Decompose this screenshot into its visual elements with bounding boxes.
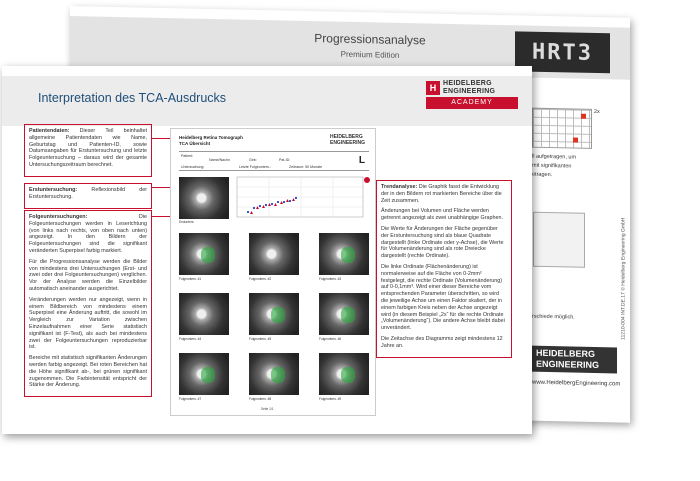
followup-label: Folgeunters. #7 <box>179 397 202 401</box>
followup-fundus-image <box>319 233 369 275</box>
followup-label: Folgeunters. #5 <box>249 337 272 341</box>
scale-factor-badge <box>364 177 370 183</box>
followup-label: Folgeunters. #8 <box>249 397 272 401</box>
academy-badge: ACADEMY <box>426 97 518 109</box>
followup-label: Folgeunters. #4 <box>179 337 202 341</box>
leader-line <box>152 216 170 217</box>
front-page <box>2 66 532 434</box>
info-name: Name/Nachn <box>209 158 230 162</box>
followup-fundus-image <box>319 293 369 335</box>
info-pid: Pat-ID: <box>279 158 291 162</box>
info-last: Letzte Folgeunters.: <box>239 165 271 169</box>
followup-fundus-image <box>249 233 299 275</box>
back-text-line: 2x <box>594 108 600 116</box>
annotation-text: Dieser Teil beinhaltet allgemeine Patientendaten wie Name, Geburtstag und Patienten-ID, sowie Datumsangaben für Erstuntersuchung und letzte Folgeuntersuchung – daraus wird der gesamte Untersuchungszeitraum berechnet. <box>29 128 147 168</box>
change-marking <box>201 367 215 383</box>
followup-label: Folgeunters. #1 <box>179 277 202 281</box>
info-period: Zeitraum: 50 Monate <box>289 165 323 169</box>
report-footer: Seite 1/1 <box>261 407 274 411</box>
heidelberg-mark-icon: H <box>426 81 440 95</box>
annotation-paragraph: Bereiche mit statistisch signifikanten Änderungen werden farbig angezeigt. Bei roten Bereichen hat die Höhe signifikant ab-, bei grünen signifikant zugenommen. Die Farbintensität entspricht der Stärke der Änderung. <box>29 355 147 389</box>
back-text-line: ll aufgetragen, um <box>532 153 577 161</box>
back-page-subtitle: Premium Edition <box>340 49 400 60</box>
report-title: Heidelberg Retina Tomograph <box>179 135 243 140</box>
mini-chart-marker <box>573 138 578 143</box>
leader-line <box>152 138 170 139</box>
change-marking <box>271 367 285 383</box>
logo-line2: ENGINEERING <box>443 87 496 95</box>
followup-label: Folgeunters. #9 <box>319 397 342 401</box>
annotation-heading: Folgeuntersuchungen: <box>29 214 88 220</box>
baseline-label: Erstunters. <box>179 220 195 224</box>
report-logo <box>330 135 365 146</box>
baseline-fundus-image <box>179 177 229 219</box>
annotation-text: Reflexionsbild der Erstuntersuchung. <box>29 187 147 200</box>
report-subtitle: TCA Übersicht <box>179 141 211 146</box>
back-brand-logo <box>532 346 617 374</box>
annotation-followups <box>24 210 152 397</box>
followup-fundus-image <box>319 353 369 395</box>
annotation-paragraph: Für die Progressionsanalyse werden die Bilder von mindestens drei Untersuchungen (Erst- und zwei oder drei Folgeuntersuchungen) verglichen. Vor der Analyse werden die Einzelbilder automatisch aneinander ausgerichtet. <box>29 258 147 292</box>
back-side-text: 11210-004 INT.DE.17 © Heidelberg Engineering GmbH <box>620 217 626 340</box>
back-brand-line2: ENGINEERING <box>536 358 600 371</box>
front-page-title: Interpretation des TCA-Ausdrucks <box>38 91 227 105</box>
info-exam: Untersuchung: <box>181 165 205 169</box>
annotation-trend-analysis <box>376 180 512 358</box>
followup-fundus-image <box>179 233 229 275</box>
annotation-paragraph: Änderungen bei Volumen und Fläche werden getrennt angezeigt als zwei unabhängige Graphen. <box>381 208 503 222</box>
followup-label: Folgeunters. #2 <box>249 277 272 281</box>
back-text-line: rschiede möglich. <box>532 313 575 321</box>
leader-line <box>152 187 170 188</box>
report-patient-info <box>179 151 369 171</box>
back-page-title: Progressionsanalyse <box>314 31 426 48</box>
back-brand-line1: HEIDELBERG <box>536 347 596 359</box>
change-marking <box>271 307 285 323</box>
annotation-paragraph: Die Werte für Änderungen der Fläche gegenüber der Erstuntersuchung sind als blaue Quadrate dargestellt (linke Ordinate oder y-Achse), die Werte für Volumenänderung sind als rote Dreiecke dargestellt (rechte Ordinate). <box>381 225 504 260</box>
change-marking <box>341 367 355 383</box>
info-dob: Geb: <box>249 158 257 162</box>
annotation-paragraph: Die linke Ordinate (Flächenänderung) ist normalerweise auf die Fläche von 0-2mm² festgelegt, die rechte Ordinate (Volumenänderung) auf 0-0,1mm³. Wird einer dieser Bereiche vom entsprechenden Parameter überschritten, so wird die jeweilige Achse um einen Faktor skaliert, der in einem farbigen Kreis neben der Achse angezeigt wird (in diesem Beispiel „2x“ für die rechte Ordinate „Volumenänderung“). Die andere Achse bleibt dabei unverändert. <box>381 263 505 332</box>
heidelberg-academy-logo <box>426 80 518 109</box>
annotation-text: Die Folgeuntersuchungen werden in Leserichtung (von links nach rechts, von oben nach unten) angezeigt. In den Bildern der Folgeuntersuchungen sind die signifikant veränderten Superpixel farbig markiert. <box>29 214 147 254</box>
followup-label: Folgeunters. #6 <box>319 337 342 341</box>
report-logo-line2: ENGINEERING <box>329 139 365 146</box>
logo-line1: HEIDELBERG <box>443 80 492 87</box>
annotation-heading: Patientendaten: <box>29 128 70 134</box>
annotation-heading: Trendanalyse: <box>381 184 418 190</box>
annotation-text: Die Graphik fasst die Entwicklung der in den Bildern rot markierten Bereiche über die Zeit zusammen. <box>381 184 502 204</box>
change-marking <box>341 307 355 323</box>
hrt3-logo: HRT3 <box>515 31 610 73</box>
followup-fundus-image <box>179 293 229 335</box>
back-text-line: mit signifikanten <box>532 162 572 170</box>
back-url: www.HeidelbergEngineering.com <box>532 379 621 388</box>
annotation-heading: Erstuntersuchung: <box>29 187 78 193</box>
report-logo-line1: HEIDELBERG <box>329 134 363 140</box>
followup-fundus-image <box>249 293 299 335</box>
mini-chart-thumbnail <box>532 108 592 149</box>
change-marking <box>201 247 215 263</box>
report-eye-indicator: L <box>358 155 365 166</box>
followup-fundus-image <box>249 353 299 395</box>
annotation-baseline <box>24 183 152 209</box>
tca-report-printout <box>170 128 376 416</box>
followup-label: Folgeunters. #3 <box>319 277 342 281</box>
back-text-line: etragen. <box>532 171 553 179</box>
annotation-paragraph: Veränderungen werden nur angezeigt, wenn in einem Bildbereich von mindestens einem Superpixel eine Änderung auftritt, die sowohl im Vergleich zur Variation zwischen Einzelaufnahmen einer Serie statistisch signifikant ist (F-Test), als auch bei mindestens zwei der Folgeuntersuchungen reproduzierbar ist. <box>29 296 147 351</box>
software-window-thumbnail <box>533 212 585 268</box>
mini-chart-marker <box>581 114 586 119</box>
info-patient-label: Patient: <box>181 154 194 158</box>
change-marking <box>341 247 355 263</box>
trend-chart <box>231 175 371 225</box>
annotation-patient-data <box>24 124 152 177</box>
followup-fundus-image <box>179 353 229 395</box>
annotation-paragraph: Die Zeitachse des Diagramms zeigt mindestens 12 Jahre an. <box>381 335 503 349</box>
